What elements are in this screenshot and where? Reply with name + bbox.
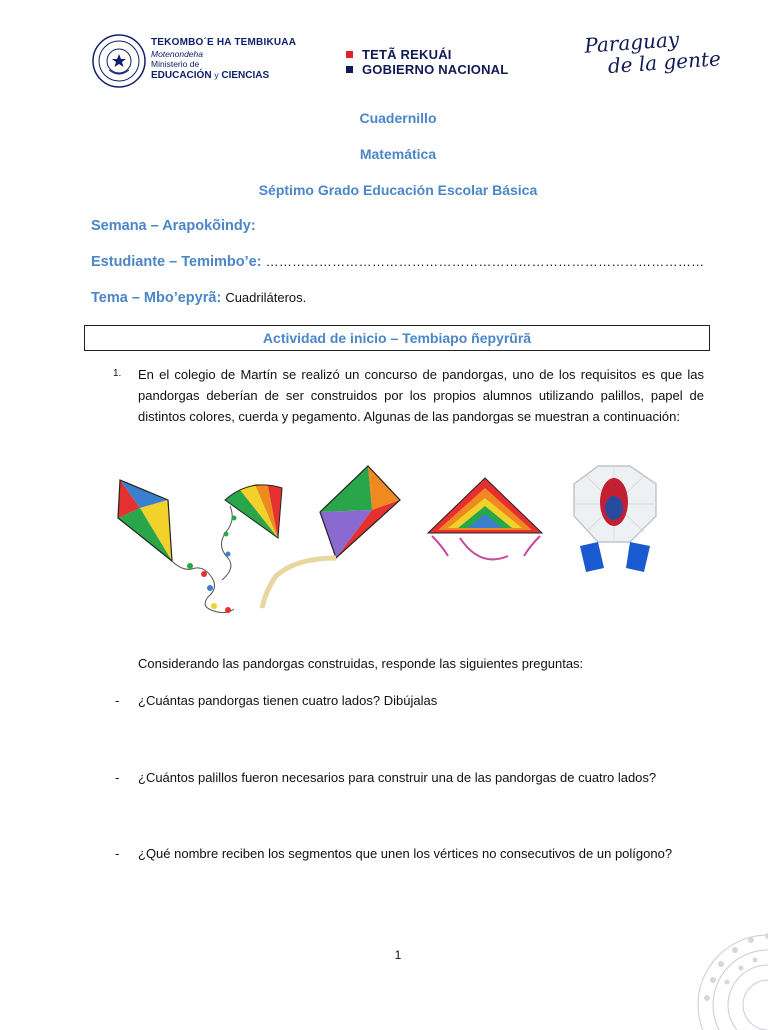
semana-label: Semana – Arapokõindy: (91, 218, 256, 234)
paraguay-de-la-gente-logo (584, 25, 722, 78)
ministry-line4-joiner: y (214, 69, 219, 80)
tema-value: Cuadriláteros. (225, 290, 307, 305)
title-subject: Matemática (359, 146, 437, 162)
activity-title-box: Actividad de inicio – Tembiapo ñepyrũrã (84, 325, 710, 351)
ministry-line4 (151, 70, 296, 82)
page-number: 1 (394, 948, 402, 962)
ministry-line1: TEKOMBO´E HA TEMBIKUAA (151, 37, 297, 48)
ministry-line4-end: CIENCIAS (221, 69, 270, 81)
estudiante-blank[interactable]: ……………………………………………………………………………………… (265, 254, 705, 269)
question-text: ¿Cuántos palillos fueron necesarios para construir una de las pandorgas de cuatro lados? (138, 770, 657, 785)
question-text: ¿Qué nombre reciben los segmentos que unen los vértices no consecutivos de un polígono? (138, 846, 673, 861)
kite-octagon-icon (574, 466, 656, 572)
ministry-line4-main: EDUCACIÓN (151, 69, 212, 81)
red-square-icon (346, 51, 353, 58)
title-grade: Séptimo Grado Educación Escolar Básica (258, 182, 538, 198)
question-item-1 (115, 693, 437, 708)
ministry-line3: Ministerio de (151, 59, 200, 69)
kite-delta-icon (428, 478, 542, 559)
question-bullet: - (115, 693, 120, 708)
kite-diamond-icon (118, 480, 234, 613)
blue-square-icon (346, 66, 353, 73)
gov-line1: TETÃ REKUÁI (362, 47, 452, 62)
ministry-name (151, 38, 296, 81)
gobierno-nacional-logo (346, 47, 508, 77)
item-number: 1. (113, 368, 122, 379)
question-item-3 (115, 846, 672, 861)
tema-label: Tema – Mbo’epyrã: (91, 290, 222, 306)
mandala-decoration-icon (683, 920, 768, 1030)
title-cuadernillo: Cuadernillo (359, 110, 437, 126)
question-bullet: - (115, 770, 120, 785)
kite-diamond-tail-icon (262, 466, 400, 608)
question-item-2 (115, 770, 656, 785)
tema-field (91, 290, 306, 306)
semana-field (91, 218, 256, 234)
estudiante-label: Estudiante – Temimbo’e: (91, 254, 262, 270)
problem-paragraph: En el colegio de Martín se realizó un concurso de pandorgas, uno de los requisitos es que las pandorgas deberían de ser construidos por los propios alumnos utilizando palillos, papel de distintos colores, cuerda y pegamento. Algunas de las pandorgas se muestran a continuación: (138, 367, 704, 424)
gov-line2: GOBIERNO NACIONAL (362, 62, 509, 77)
question-text: ¿Cuántas pandorgas tienen cuatro lados? Dibújalas (138, 693, 438, 708)
ministry-line2: Motenondeha (151, 48, 203, 59)
slogan-line2: de la gente (607, 46, 722, 79)
ministry-seal-logo (92, 34, 146, 88)
estudiante-field (91, 254, 704, 270)
question-bullet: - (115, 846, 120, 861)
kite-fan-icon (221, 484, 282, 580)
kites-illustration (110, 458, 710, 626)
questions-prompt: Considerando las pandorgas construidas, responde las siguientes preguntas: (138, 656, 584, 671)
slogan-line1: Paraguay (583, 27, 680, 58)
